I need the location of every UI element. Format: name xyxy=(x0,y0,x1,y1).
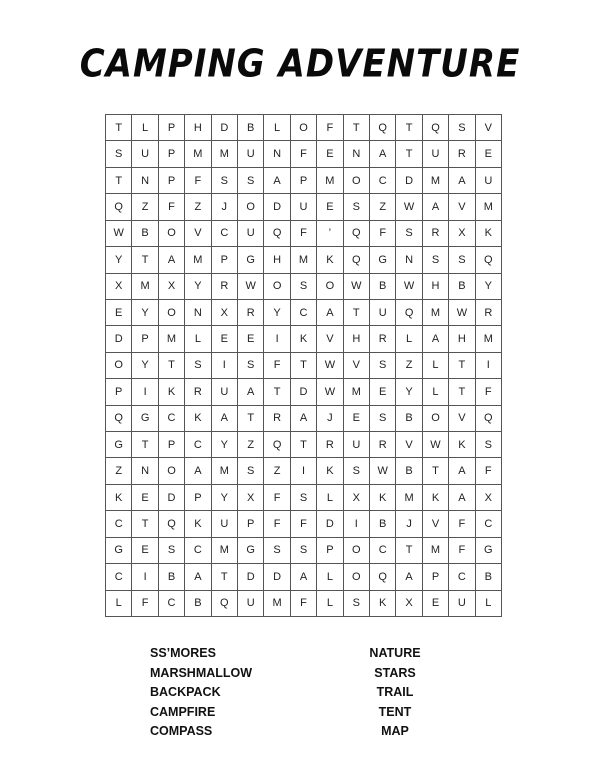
grid-cell[interactable]: V xyxy=(185,221,211,247)
grid-cell[interactable]: P xyxy=(291,168,317,194)
grid-cell[interactable]: B xyxy=(370,511,396,537)
grid-cell[interactable]: A xyxy=(449,458,475,484)
grid-cell[interactable]: C xyxy=(291,300,317,326)
grid-cell[interactable]: V xyxy=(476,115,502,141)
grid-cell[interactable]: A xyxy=(185,564,211,590)
word-search-grid xyxy=(105,114,502,617)
grid-cell[interactable]: D xyxy=(238,564,264,590)
grid-cell[interactable]: F xyxy=(291,221,317,247)
grid-cell[interactable]: T xyxy=(291,353,317,379)
grid-cell[interactable]: H xyxy=(264,247,290,273)
grid-cell[interactable]: C xyxy=(449,564,475,590)
grid-cell[interactable]: F xyxy=(264,485,290,511)
grid-cell[interactable]: U xyxy=(344,432,370,458)
grid-cell[interactable]: A xyxy=(291,564,317,590)
grid-cell[interactable]: O xyxy=(159,300,185,326)
word-list-item: TENT xyxy=(378,704,412,719)
grid-cell[interactable]: O xyxy=(264,274,290,300)
grid-cell[interactable]: K xyxy=(423,485,449,511)
grid-cell[interactable]: O xyxy=(344,564,370,590)
grid-cell[interactable]: R xyxy=(449,141,475,167)
grid-cell[interactable]: S xyxy=(344,194,370,220)
grid-cell[interactable]: T xyxy=(238,406,264,432)
grid-cell[interactable]: Y xyxy=(106,247,132,273)
grid-cell[interactable]: P xyxy=(159,141,185,167)
grid-cell[interactable]: X xyxy=(106,274,132,300)
grid-cell[interactable]: N xyxy=(396,247,422,273)
grid-cell[interactable]: T xyxy=(449,379,475,405)
grid-cell[interactable]: R xyxy=(476,300,502,326)
grid-cell[interactable]: S xyxy=(449,115,475,141)
grid-cell[interactable]: F xyxy=(291,591,317,617)
grid-cell[interactable]: S xyxy=(238,458,264,484)
grid-cell[interactable]: E xyxy=(132,538,158,564)
grid-cell[interactable]: ’ xyxy=(317,221,343,247)
grid-cell[interactable]: M xyxy=(423,168,449,194)
page-title: CAMPING ADVENTURE xyxy=(79,42,521,87)
grid-cell[interactable]: F xyxy=(476,458,502,484)
grid-cell[interactable]: Z xyxy=(132,194,158,220)
grid-cell[interactable]: P xyxy=(185,485,211,511)
grid-cell[interactable]: H xyxy=(423,274,449,300)
word-list-right xyxy=(340,644,450,742)
grid-cell[interactable]: P xyxy=(106,379,132,405)
grid-cell[interactable]: F xyxy=(370,221,396,247)
grid-cell[interactable]: C xyxy=(106,564,132,590)
grid-cell[interactable]: V xyxy=(449,406,475,432)
word-list-item: SS’MORES xyxy=(150,646,216,660)
grid-cell[interactable]: N xyxy=(132,458,158,484)
grid-cell[interactable]: C xyxy=(370,168,396,194)
grid-cell[interactable]: S xyxy=(291,485,317,511)
grid-cell[interactable]: U xyxy=(449,591,475,617)
grid-cell[interactable]: L xyxy=(264,115,290,141)
grid-cell[interactable]: A xyxy=(423,194,449,220)
grid-cell[interactable]: D xyxy=(159,485,185,511)
grid-cell[interactable]: B xyxy=(185,591,211,617)
grid-cell[interactable]: F xyxy=(476,379,502,405)
grid-cell[interactable]: E xyxy=(106,300,132,326)
grid-cell[interactable]: M xyxy=(159,326,185,352)
grid-cell[interactable]: W xyxy=(396,194,422,220)
grid-cell[interactable]: J xyxy=(317,406,343,432)
grid-cell[interactable]: G xyxy=(106,432,132,458)
grid-cell[interactable]: O xyxy=(344,538,370,564)
grid-cell[interactable]: U xyxy=(238,591,264,617)
grid-cell[interactable]: U xyxy=(212,379,238,405)
grid-cell[interactable]: X xyxy=(476,485,502,511)
grid-cell[interactable]: Q xyxy=(159,511,185,537)
grid-cell[interactable]: Z xyxy=(370,194,396,220)
grid-cell[interactable]: L xyxy=(423,379,449,405)
grid-cell[interactable]: K xyxy=(291,326,317,352)
grid-cell[interactable]: T xyxy=(396,141,422,167)
grid-cell[interactable]: O xyxy=(238,194,264,220)
grid-cell[interactable]: A xyxy=(159,247,185,273)
grid-cell[interactable]: F xyxy=(317,115,343,141)
grid-cell[interactable]: M xyxy=(476,326,502,352)
grid-cell[interactable]: P xyxy=(238,511,264,537)
grid-cell[interactable]: E xyxy=(370,379,396,405)
grid-cell[interactable]: E xyxy=(238,326,264,352)
grid-cell[interactable]: Q xyxy=(106,406,132,432)
grid-cell[interactable]: O xyxy=(291,115,317,141)
grid-cell[interactable]: U xyxy=(370,300,396,326)
grid-cell[interactable]: Q xyxy=(212,591,238,617)
grid-cell[interactable]: S xyxy=(159,538,185,564)
grid-cell[interactable]: O xyxy=(344,168,370,194)
grid-cell[interactable]: C xyxy=(106,511,132,537)
grid-cell[interactable]: W xyxy=(238,274,264,300)
grid-cell[interactable]: H xyxy=(185,115,211,141)
grid-cell[interactable]: R xyxy=(370,326,396,352)
grid-cell[interactable]: R xyxy=(212,274,238,300)
grid-cell[interactable]: Q xyxy=(344,221,370,247)
grid-cell[interactable]: B xyxy=(449,274,475,300)
grid-cell[interactable]: T xyxy=(344,115,370,141)
grid-cell[interactable]: D xyxy=(212,115,238,141)
grid-cell[interactable]: L xyxy=(185,326,211,352)
word-list-item: COMPASS xyxy=(150,724,213,738)
grid-cell[interactable]: N xyxy=(264,141,290,167)
grid-cell[interactable]: I xyxy=(476,353,502,379)
grid-cell[interactable]: F xyxy=(449,511,475,537)
grid-cell[interactable]: Y xyxy=(212,485,238,511)
grid-cell[interactable]: S xyxy=(370,406,396,432)
grid-cell[interactable]: X xyxy=(396,591,422,617)
word-list-item: STARS xyxy=(374,665,416,680)
grid-cell[interactable]: E xyxy=(317,194,343,220)
grid-cell[interactable]: M xyxy=(212,141,238,167)
grid-cell[interactable]: C xyxy=(185,538,211,564)
grid-cell[interactable]: Z xyxy=(396,353,422,379)
grid-cell[interactable]: M xyxy=(396,485,422,511)
grid-cell[interactable]: S xyxy=(264,538,290,564)
grid-cell[interactable]: M xyxy=(212,458,238,484)
grid-cell[interactable]: V xyxy=(423,511,449,537)
grid-cell[interactable]: M xyxy=(185,247,211,273)
grid-cell[interactable]: H xyxy=(449,326,475,352)
grid-cell[interactable]: K xyxy=(370,591,396,617)
grid-cell[interactable]: C xyxy=(212,221,238,247)
grid-cell[interactable]: M xyxy=(476,194,502,220)
grid-cell[interactable]: P xyxy=(423,564,449,590)
grid-cell[interactable]: X xyxy=(238,485,264,511)
grid-cell[interactable]: A xyxy=(423,326,449,352)
grid-cell[interactable]: G xyxy=(238,247,264,273)
grid-cell[interactable]: S xyxy=(238,168,264,194)
grid-cell[interactable]: U xyxy=(238,141,264,167)
grid-cell[interactable]: Q xyxy=(370,564,396,590)
grid-cell[interactable]: R xyxy=(423,221,449,247)
grid-cell[interactable]: D xyxy=(106,326,132,352)
grid-cell[interactable]: Q xyxy=(344,247,370,273)
grid-cell[interactable]: O xyxy=(106,353,132,379)
grid-cell[interactable]: W xyxy=(370,458,396,484)
grid-cell[interactable]: D xyxy=(291,379,317,405)
grid-cell[interactable]: Q xyxy=(476,406,502,432)
grid-cell[interactable]: U xyxy=(423,141,449,167)
grid-cell[interactable]: P xyxy=(159,432,185,458)
grid-cell[interactable]: T xyxy=(106,168,132,194)
grid-cell[interactable]: T xyxy=(212,564,238,590)
grid-cell[interactable]: C xyxy=(370,538,396,564)
grid-cell[interactable]: V xyxy=(396,432,422,458)
grid-cell[interactable]: K xyxy=(106,485,132,511)
grid-cell[interactable]: E xyxy=(317,141,343,167)
grid-cell[interactable]: S xyxy=(476,432,502,458)
grid-cell[interactable]: D xyxy=(264,564,290,590)
grid-cell[interactable]: Z xyxy=(185,194,211,220)
grid-cell[interactable]: Y xyxy=(264,300,290,326)
grid-cell[interactable]: I xyxy=(291,458,317,484)
grid-cell[interactable]: X xyxy=(344,485,370,511)
grid-cell[interactable]: E xyxy=(132,485,158,511)
grid-cell[interactable]: A xyxy=(317,300,343,326)
grid-cell[interactable]: N xyxy=(344,141,370,167)
grid-cell[interactable]: S xyxy=(106,141,132,167)
word-list-item: CAMPFIRE xyxy=(150,704,216,719)
grid-cell[interactable]: Y xyxy=(476,274,502,300)
grid-cell[interactable]: Y xyxy=(185,274,211,300)
grid-cell[interactable]: P xyxy=(317,538,343,564)
grid-cell[interactable]: I xyxy=(212,353,238,379)
grid-cell[interactable]: U xyxy=(238,221,264,247)
grid-cell[interactable]: M xyxy=(344,379,370,405)
grid-cell[interactable]: S xyxy=(291,274,317,300)
grid-cell[interactable]: J xyxy=(212,194,238,220)
grid-cell[interactable]: U xyxy=(212,511,238,537)
grid-cell[interactable]: E xyxy=(423,591,449,617)
grid-cell[interactable]: T xyxy=(423,458,449,484)
grid-cell[interactable]: F xyxy=(132,591,158,617)
grid-cell[interactable]: T xyxy=(159,353,185,379)
grid-cell[interactable]: X xyxy=(159,274,185,300)
grid-cell[interactable]: Z xyxy=(238,432,264,458)
grid-cell[interactable]: Z xyxy=(106,458,132,484)
grid-cell[interactable]: K xyxy=(185,511,211,537)
grid-cell[interactable]: S xyxy=(185,353,211,379)
grid-cell[interactable]: S xyxy=(370,353,396,379)
grid-cell[interactable]: A xyxy=(396,564,422,590)
grid-cell[interactable]: Q xyxy=(396,300,422,326)
grid-cell[interactable]: F xyxy=(291,511,317,537)
grid-cell[interactable]: Y xyxy=(132,300,158,326)
grid-cell[interactable]: W xyxy=(344,274,370,300)
grid-cell[interactable]: Q xyxy=(106,194,132,220)
grid-cell[interactable]: B xyxy=(159,564,185,590)
grid-cell[interactable]: Q xyxy=(370,115,396,141)
grid-cell[interactable]: S xyxy=(396,221,422,247)
grid-cell[interactable]: R xyxy=(238,300,264,326)
grid-cell[interactable]: P xyxy=(132,326,158,352)
grid-cell[interactable]: S xyxy=(212,168,238,194)
grid-cell[interactable]: B xyxy=(238,115,264,141)
grid-cell[interactable]: B xyxy=(132,221,158,247)
grid-cell[interactable]: G xyxy=(106,538,132,564)
grid-cell[interactable]: L xyxy=(317,485,343,511)
grid-cell[interactable]: F xyxy=(264,353,290,379)
grid-cell[interactable]: K xyxy=(476,221,502,247)
grid-cell[interactable]: Q xyxy=(264,221,290,247)
grid-cell[interactable]: F xyxy=(159,194,185,220)
grid-cell[interactable]: F xyxy=(185,168,211,194)
grid-cell[interactable]: E xyxy=(344,406,370,432)
grid-cell[interactable]: O xyxy=(423,406,449,432)
grid-cell[interactable]: V xyxy=(449,194,475,220)
grid-cell[interactable]: W xyxy=(106,221,132,247)
grid-cell[interactable]: E xyxy=(212,326,238,352)
grid-cell[interactable]: M xyxy=(423,538,449,564)
grid-cell[interactable]: I xyxy=(344,511,370,537)
grid-cell[interactable]: A xyxy=(291,406,317,432)
word-list-left xyxy=(150,644,252,742)
grid-cell[interactable]: G xyxy=(238,538,264,564)
grid-cell[interactable]: A xyxy=(449,485,475,511)
grid-cell[interactable]: Y xyxy=(396,379,422,405)
grid-cell[interactable]: I xyxy=(264,326,290,352)
grid-cell[interactable]: D xyxy=(396,168,422,194)
grid-cell[interactable]: K xyxy=(317,247,343,273)
grid-cell[interactable]: L xyxy=(476,591,502,617)
grid-cell[interactable]: K xyxy=(185,406,211,432)
grid-cell[interactable]: M xyxy=(185,141,211,167)
grid-cell[interactable]: F xyxy=(449,538,475,564)
grid-cell[interactable]: L xyxy=(317,591,343,617)
grid-cell[interactable]: T xyxy=(132,432,158,458)
grid-cell[interactable]: B xyxy=(476,564,502,590)
grid-cell[interactable]: A xyxy=(264,168,290,194)
grid-cell[interactable]: V xyxy=(344,353,370,379)
grid-cell[interactable]: M xyxy=(132,274,158,300)
grid-cell[interactable]: X xyxy=(449,221,475,247)
grid-cell[interactable]: A xyxy=(449,168,475,194)
grid-cell[interactable]: S xyxy=(423,247,449,273)
grid-cell[interactable]: Q xyxy=(423,115,449,141)
grid-cell[interactable]: M xyxy=(264,591,290,617)
grid-cell[interactable]: S xyxy=(344,458,370,484)
grid-cell[interactable]: O xyxy=(159,221,185,247)
grid-cell[interactable]: H xyxy=(344,326,370,352)
grid-cell[interactable]: R xyxy=(317,432,343,458)
grid-cell[interactable]: F xyxy=(291,141,317,167)
grid-cell[interactable]: L xyxy=(317,564,343,590)
grid-cell[interactable]: R xyxy=(264,406,290,432)
grid-cell[interactable]: S xyxy=(291,538,317,564)
grid-cell[interactable]: T xyxy=(396,115,422,141)
grid-cell[interactable]: S xyxy=(449,247,475,273)
grid-cell[interactable]: W xyxy=(396,274,422,300)
grid-cell[interactable]: T xyxy=(106,115,132,141)
grid-cell[interactable]: B xyxy=(370,274,396,300)
grid-cell[interactable]: T xyxy=(344,300,370,326)
grid-cell[interactable]: T xyxy=(132,247,158,273)
grid-cell[interactable]: T xyxy=(396,538,422,564)
grid-cell[interactable]: W xyxy=(317,353,343,379)
grid-cell[interactable]: M xyxy=(291,247,317,273)
grid-cell[interactable]: W xyxy=(449,300,475,326)
grid-cell[interactable]: A xyxy=(185,458,211,484)
grid-cell[interactable]: O xyxy=(159,458,185,484)
grid-cell[interactable]: S xyxy=(238,353,264,379)
grid-cell[interactable]: L xyxy=(132,115,158,141)
grid-cell[interactable]: Z xyxy=(264,458,290,484)
grid-cell[interactable]: Q xyxy=(264,432,290,458)
grid-cell[interactable]: C xyxy=(476,511,502,537)
grid-cell[interactable]: T xyxy=(132,511,158,537)
word-list-item: MAP xyxy=(381,724,409,738)
grid-cell[interactable]: U xyxy=(476,168,502,194)
grid-cell[interactable]: Y xyxy=(132,353,158,379)
grid-cell[interactable]: A xyxy=(212,406,238,432)
grid-cell[interactable]: S xyxy=(344,591,370,617)
grid-cell[interactable]: W xyxy=(317,379,343,405)
grid-cell[interactable]: R xyxy=(185,379,211,405)
grid-cell[interactable]: C xyxy=(159,591,185,617)
grid-cell[interactable]: U xyxy=(291,194,317,220)
grid-cell[interactable]: M xyxy=(212,538,238,564)
word-list-item: TRAIL xyxy=(376,685,414,699)
grid-cell[interactable]: D xyxy=(264,194,290,220)
grid-cell[interactable]: N xyxy=(185,300,211,326)
grid-cell[interactable]: V xyxy=(317,326,343,352)
grid-cell[interactable]: O xyxy=(317,274,343,300)
grid-cell[interactable]: B xyxy=(396,458,422,484)
grid-cell[interactable]: J xyxy=(396,511,422,537)
grid-cell[interactable]: L xyxy=(106,591,132,617)
grid-cell[interactable]: A xyxy=(370,141,396,167)
word-list-item: NATURE xyxy=(369,646,421,660)
grid-cell[interactable]: C xyxy=(159,406,185,432)
grid-cell[interactable]: L xyxy=(396,326,422,352)
grid-cell[interactable]: A xyxy=(238,379,264,405)
grid-cell[interactable]: L xyxy=(423,353,449,379)
word-list-item: BACKPACK xyxy=(150,685,221,699)
grid-cell[interactable]: G xyxy=(370,247,396,273)
grid-cell[interactable]: I xyxy=(132,379,158,405)
grid-cell[interactable]: N xyxy=(132,168,158,194)
grid-cell[interactable]: U xyxy=(132,141,158,167)
grid-cell[interactable]: G xyxy=(132,406,158,432)
grid-cell[interactable]: T xyxy=(264,379,290,405)
grid-cell[interactable]: E xyxy=(476,141,502,167)
grid-cell[interactable]: I xyxy=(132,564,158,590)
grid-cell[interactable]: M xyxy=(423,300,449,326)
grid-cell[interactable]: F xyxy=(264,511,290,537)
grid-cell[interactable]: Q xyxy=(476,247,502,273)
grid-cell[interactable]: D xyxy=(317,511,343,537)
grid-cell[interactable]: B xyxy=(396,406,422,432)
grid-cell[interactable]: M xyxy=(317,168,343,194)
grid-cell[interactable]: C xyxy=(185,432,211,458)
grid-cell[interactable]: W xyxy=(423,432,449,458)
word-list-item: MARSHMALLOW xyxy=(150,665,253,680)
grid-cell[interactable]: T xyxy=(449,353,475,379)
grid-cell[interactable]: T xyxy=(291,432,317,458)
grid-cell[interactable]: R xyxy=(370,432,396,458)
grid-cell[interactable]: K xyxy=(449,432,475,458)
grid-cell[interactable]: X xyxy=(212,300,238,326)
grid-cell[interactable]: K xyxy=(317,458,343,484)
grid-cell[interactable]: P xyxy=(212,247,238,273)
grid-cell[interactable]: K xyxy=(159,379,185,405)
grid-cell[interactable]: Y xyxy=(212,432,238,458)
grid-cell[interactable]: P xyxy=(159,168,185,194)
grid-cell[interactable]: P xyxy=(159,115,185,141)
grid-cell[interactable]: G xyxy=(476,538,502,564)
grid-cell[interactable]: K xyxy=(370,485,396,511)
